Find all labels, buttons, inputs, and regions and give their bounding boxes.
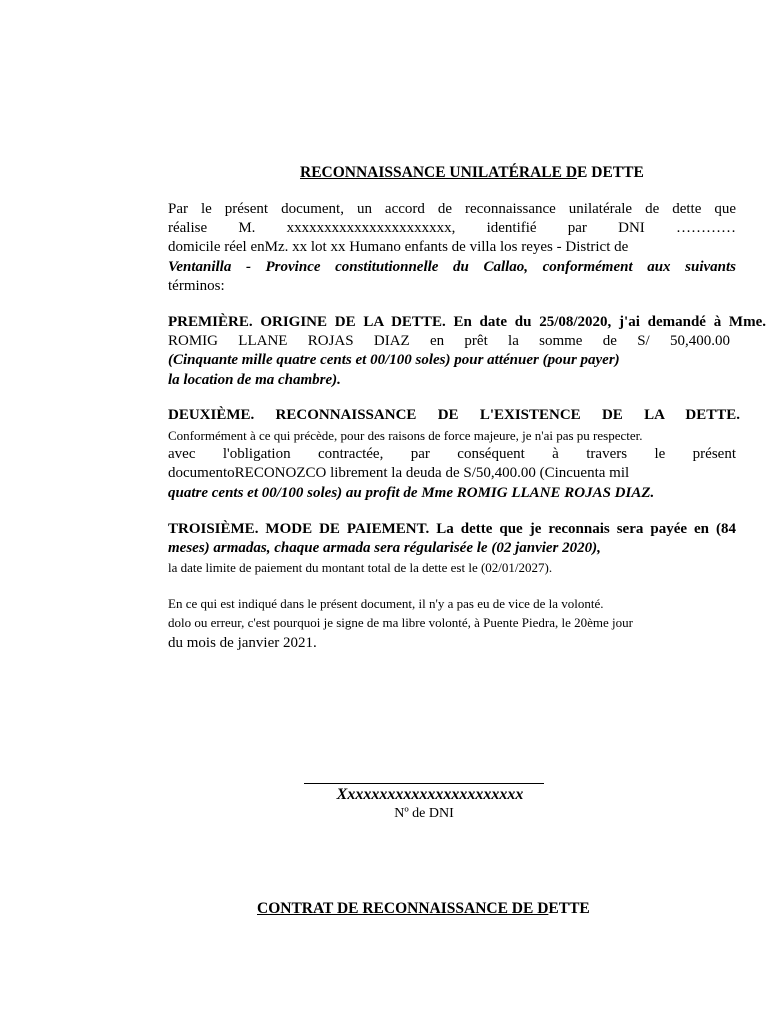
deuxieme-line-1: DEUXIÈME. RECONNAISSANCE DE L'EXISTENCE DE LA DETTE.: [168, 407, 740, 423]
intro-line-2: réalise M. xxxxxxxxxxxxxxxxxxxxxx, identifié par DNI …………: [168, 220, 736, 236]
troisieme-line-1: TROISIÈME. MODE DE PAIEMENT. La dette que je reconnais sera payée en (84: [168, 521, 736, 537]
signature-line: [304, 783, 544, 784]
intro-line-3: domicile réel enMz. xx lot xx Humano enfants de villa los reyes - District de: [168, 239, 629, 255]
premiere-line-1: PREMIÈRE. ORIGINE DE LA DETTE. En date du 25/08/2020, j'ai demandé à Mme.: [168, 314, 766, 330]
closing-line-3: du mois de janvier 2021.: [168, 635, 317, 651]
signatory-name: Xxxxxxxxxxxxxxxxxxxxxxx: [336, 786, 524, 803]
next-document-title-underlined: CONTRAT DE RECONNAISSANCE DE D: [257, 900, 549, 917]
deuxieme-line-2: Conformément à ce qui précède, pour des raisons de force majeure, je n'ai pas pu respecter.: [168, 428, 643, 443]
premiere-line-2: ROMIG LLANE ROJAS DIAZ en prêt la somme de S/ 50,400.00: [168, 333, 730, 349]
deuxieme-line-3: avec l'obligation contractée, par conséquent à travers le présent: [168, 446, 736, 462]
closing-line-2: dolo ou erreur, c'est pourquoi je signe de ma libre volonté, à Puente Piedra, le 20ème jour: [168, 615, 633, 630]
document-title: [300, 164, 644, 182]
deuxieme-line-5: quatre cents et 00/100 soles) au profit de Mme ROMIG LLANE ROJAS DIAZ.: [168, 485, 655, 501]
premiere-line-3: (Cinquante mille quatre cents et 00/100 soles) pour atténuer (pour payer): [168, 352, 620, 368]
intro-line-5: términos:: [168, 278, 225, 294]
next-document-title: [257, 900, 590, 918]
deuxieme-line-4: documentoRECONOZCO librement la deuda de S/50,400.00 (Cincuenta mil: [168, 465, 630, 481]
signatory-dni-label: Nº de DNI: [394, 806, 454, 821]
closing-line-1: En ce qui est indiqué dans le présent document, il n'y a pas eu de vice de la volonté.: [168, 596, 604, 611]
document-title-underlined: RECONNAISSANCE UNILATÉRALE D: [300, 164, 578, 181]
intro-line-1: Par le présent document, un accord de reconnaissance unilatérale de dette que: [168, 201, 736, 217]
next-document-title-rest: ETTE: [548, 900, 590, 917]
troisieme-line-3: la date limite de paiement du montant total de la dette est le (02/01/2027).: [168, 560, 553, 575]
troisieme-line-2: meses) armadas, chaque armada sera régularisée le (02 janvier 2020),: [168, 540, 601, 556]
premiere-line-4: la location de ma chambre).: [168, 372, 341, 388]
document-title-rest: E DETTE: [577, 164, 644, 181]
intro-line-4: Ventanilla - Province constitutionnelle du Callao, conformément aux suivants: [168, 259, 736, 275]
